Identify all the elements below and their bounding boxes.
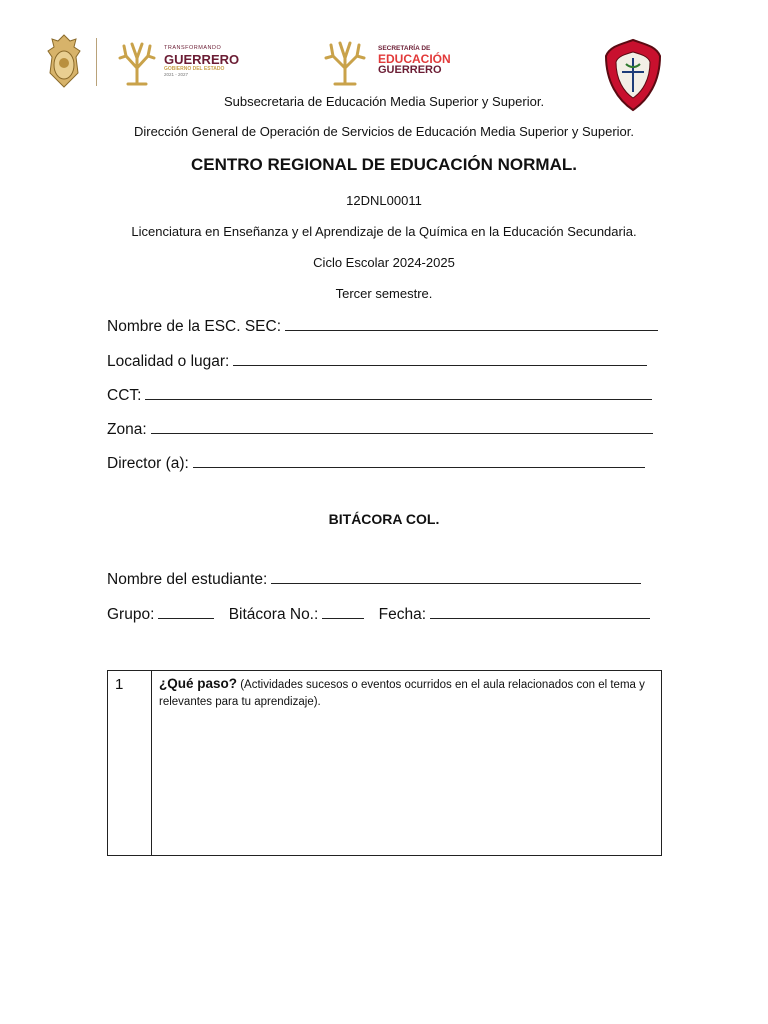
director-label: Director (a):	[107, 455, 189, 472]
zone-label: Zona:	[107, 421, 147, 438]
semester-line: Tercer semestre.	[335, 286, 433, 301]
transformando-guerrero-logo	[164, 46, 244, 77]
log-number-input[interactable]	[322, 604, 364, 619]
tree-emblem-icon	[114, 38, 160, 86]
group-label: Grupo:	[107, 606, 155, 623]
school-name-label: Nombre de la ESC. SEC:	[107, 318, 282, 335]
student-name-field	[107, 569, 641, 589]
logo-big-text: GUERRERO	[164, 51, 240, 67]
log-entry-table	[107, 670, 662, 856]
locality-input[interactable]	[233, 351, 647, 366]
group-log-date-row	[107, 604, 650, 624]
subsecretaria-line: Subsecretaria de Educación Media Superior y Superior.	[223, 94, 545, 109]
school-cycle: Ciclo Escolar 2024-2025	[313, 255, 455, 270]
question-description: (Actividades sucesos o eventos ocurridos en el aula relacionados con el tema y relevantes para tu aprendizaje).	[159, 679, 645, 708]
student-name-label: Nombre del estudiante:	[107, 571, 268, 588]
zone-input[interactable]	[151, 419, 653, 434]
cct-field	[107, 385, 652, 405]
licenciatura-line: Licenciatura en Enseñanza y el Aprendizaje de la Química en la Educación Secundaria.	[131, 224, 637, 239]
secretaria-educacion-logo	[378, 46, 468, 77]
date-input[interactable]	[430, 604, 650, 619]
row-number-cell	[108, 671, 152, 855]
logo-year-text: 2021 - 2027	[164, 71, 189, 77]
log-number-label: Bitácora No.:	[228, 606, 319, 623]
row-number: 1	[115, 676, 124, 693]
cct-label: CCT:	[107, 387, 142, 404]
student-name-input[interactable]	[271, 569, 641, 584]
logo-small-text: SECRETARÍA DE	[378, 45, 431, 52]
entry-content-cell[interactable]	[159, 674, 654, 710]
logo-sub-text: GOBIERNO DEL ESTADO	[164, 65, 225, 72]
director-input[interactable]	[193, 453, 645, 468]
cct-input[interactable]	[145, 385, 652, 400]
logo-divider	[96, 38, 97, 86]
tree-emblem-icon	[320, 36, 370, 88]
bitacora-title: BITÁCORA COL.	[328, 511, 440, 527]
school-name-field	[107, 316, 658, 336]
director-field	[107, 453, 645, 473]
logo-big-text: EDUCACIÓN	[378, 51, 451, 66]
school-code: 12DNL00011	[346, 193, 422, 208]
date-label: Fecha:	[378, 606, 427, 623]
logo-small-text: TRANSFORMANDO	[164, 45, 222, 51]
locality-label: Localidad o lugar:	[107, 353, 230, 370]
document-title: CENTRO REGIONAL DE EDUCACIÓN NORMAL.	[191, 155, 577, 174]
question-title: ¿Qué paso?	[159, 676, 238, 691]
locality-field	[107, 351, 647, 371]
logo-big-text-2: GUERRERO	[378, 64, 442, 77]
group-input[interactable]	[158, 604, 214, 619]
direccion-line: Dirección General de Operación de Servicios de Educación Media Superior y Superior.	[133, 124, 635, 139]
school-name-input[interactable]	[285, 316, 658, 331]
state-seal-logo	[44, 33, 84, 89]
zone-field	[107, 419, 653, 439]
